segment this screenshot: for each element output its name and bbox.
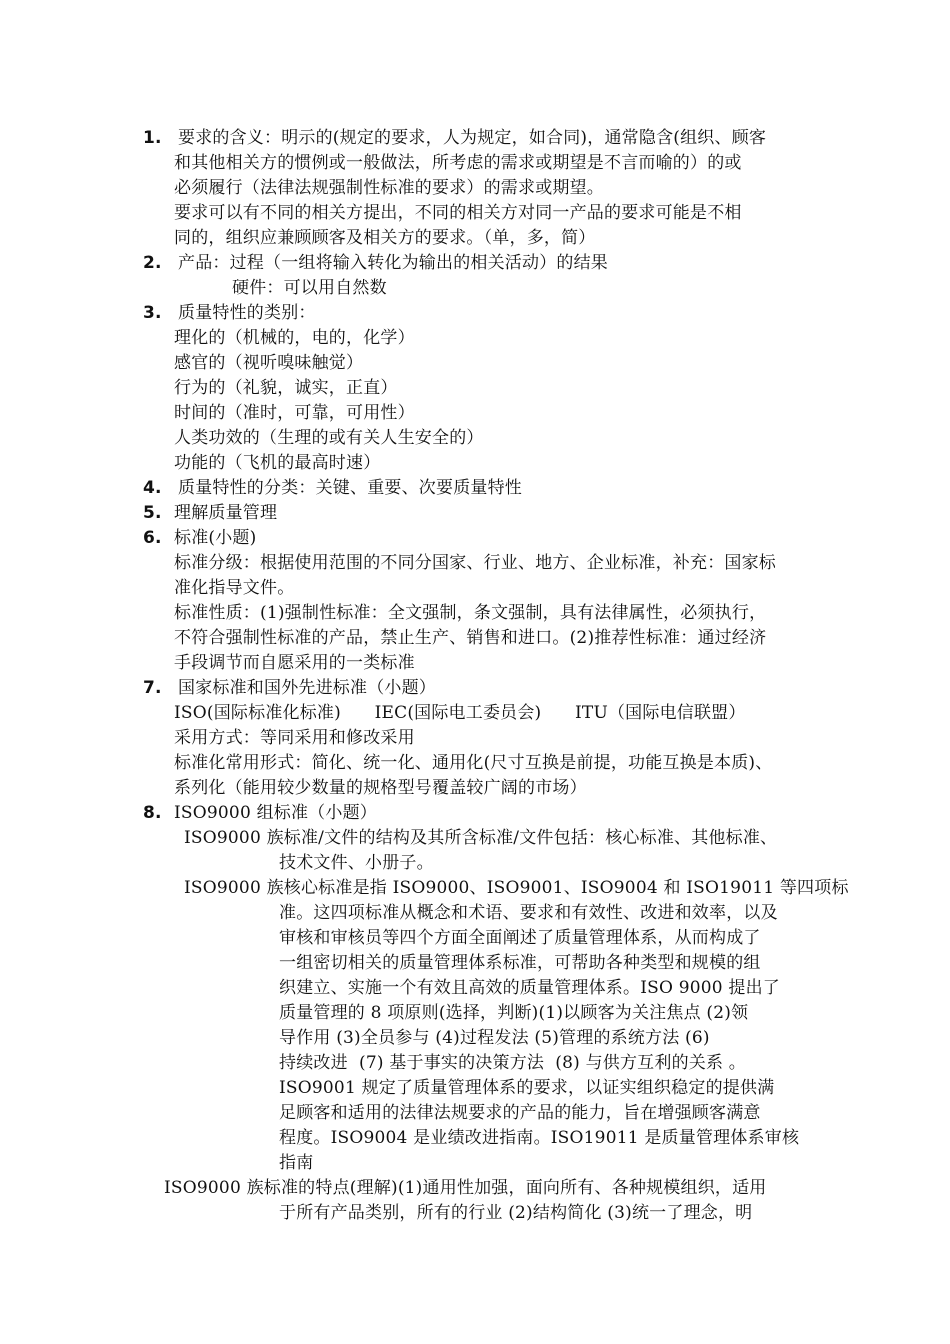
item-1-line-d: 要求可以有不同的相关方提出，不同的相关方对同一产品的要求可能是不相: [174, 203, 742, 223]
item-8-line-n: 程度。ISO9004 是业绩改进指南。ISO19011 是质量管理体系审核: [279, 1128, 800, 1148]
item-8-line-o: 指南: [279, 1153, 314, 1173]
item-number-7: 7.: [143, 678, 162, 698]
item-number-5: 5.: [143, 503, 162, 523]
item-6-line-d: 标准性质：(1)强制性标准：全文强制，条文强制，具有法律属性，必须执行，: [174, 603, 767, 623]
item-3-line-a: 质量特性的类别：: [178, 303, 316, 323]
item-number-8: 8.: [143, 803, 162, 823]
item-3-line-e: 时间的（准时，可靠，可用性）: [174, 403, 415, 423]
item-4-line-a: 质量特性的分类：关键、重要、次要质量特性: [178, 478, 522, 498]
iso9000-features-line-b: 于所有产品类别，所有的行业 (2)结构简化 (3)统一了理念，明: [279, 1203, 753, 1223]
item-8-line-f: 审核和审核员等四个方面全面阐述了质量管理体系，从而构成了: [279, 928, 761, 948]
item-7-line-d: 标准化常用形式：简化、统一化、通用化(尺寸互换是前提，功能互换是本质)、: [174, 753, 773, 773]
item-7-line-b: ISO(国际标准化标准) IEC(国际电工委员会) ITU（国际电信联盟）: [174, 703, 746, 723]
item-8-line-l: ISO9001 规定了质量管理体系的要求，以证实组织稳定的提供满: [279, 1078, 775, 1098]
item-8-line-i: 质量管理的 8 项原则(选择，判断)(1)以顾客为关注焦点 (2)领: [279, 1003, 749, 1023]
item-6-line-f: 手段调节而自愿采用的一类标准: [174, 653, 415, 673]
item-number-4: 4.: [143, 478, 162, 498]
item-number-1: 1.: [143, 128, 162, 148]
item-8-line-h: 织建立、实施一个有效且高效的质量管理体系。ISO 9000 提出了: [279, 978, 780, 998]
item-3-line-d: 行为的（礼貌，诚实，正直）: [174, 378, 398, 398]
item-3-line-g: 功能的（飞机的最高时速）: [174, 453, 381, 473]
item-8-line-j: 导作用 (3)全员参与 (4)过程发法 (5)管理的系统方法 (6): [279, 1028, 710, 1048]
iso9000-features-line-a: ISO9000 族标准的特点(理解)(1)通用性加强，面向所有、各种规模组织，适用: [164, 1178, 767, 1198]
item-number-2: 2.: [143, 253, 162, 273]
item-6-line-b: 标准分级：根据使用范围的不同分国家、行业、地方、企业标准，补充：国家标: [174, 553, 776, 573]
item-8-line-b: ISO9000 族标准/文件的结构及其所含标准/文件包括：核心标准、其他标准、: [184, 828, 778, 848]
item-8-line-m: 足顾客和适用的法律法规要求的产品的能力，旨在增强顾客满意: [279, 1103, 761, 1123]
item-number-6: 6.: [143, 528, 162, 548]
item-3-line-c: 感官的（视听嗅味触觉）: [174, 353, 364, 373]
item-1-line-e: 同的，组织应兼顾顾客及相关方的要求。（单，多，简）: [174, 228, 596, 248]
item-8-line-a: ISO9000 组标准（小题）: [174, 803, 377, 823]
item-7-line-a: 国家标准和国外先进标准（小题）: [178, 678, 436, 698]
item-2-line-b: 硬件：可以用自然数: [232, 278, 387, 298]
item-8-line-k: 持续改进 (7) 基于事实的决策方法 (8) 与供方互利的关系 。: [279, 1053, 746, 1073]
item-1-line-b: 和其他相关方的惯例或一般做法，所考虑的需求或期望是不言而喻的）的或: [174, 153, 742, 173]
item-6-line-c: 准化指导文件。: [174, 578, 295, 598]
item-number-3: 3.: [143, 303, 162, 323]
item-8-line-g: 一组密切相关的质量管理体系标准，可帮助各种类型和规模的组: [279, 953, 761, 973]
item-2-line-a: 产品：过程（一组将输入转化为输出的相关活动）的结果: [178, 253, 608, 273]
item-8-line-e: 准。这四项标准从概念和术语、要求和有效性、改进和效率，以及: [279, 903, 778, 923]
item-1-line-c: 必须履行（法律法规强制性标准的要求）的需求或期望。: [174, 178, 604, 198]
item-5-line-a: 理解质量管理: [174, 503, 278, 523]
item-8-line-c: 技术文件、小册子。: [279, 853, 434, 873]
item-3-line-b: 理化的（机械的，电的，化学）: [174, 328, 415, 348]
item-8-line-d: ISO9000 族核心标准是指 ISO9000、ISO9001、ISO9004 和 ISO19011 等四项标: [184, 878, 849, 898]
item-6-line-e: 不符合强制性标准的产品，禁止生产、销售和进口。(2)推荐性标准：通过经济: [174, 628, 767, 648]
item-7-line-e: 系列化（能用较少数量的规格型号覆盖较广阔的市场）: [174, 778, 587, 798]
item-3-line-f: 人类功效的（生理的或有关人生安全的）: [174, 428, 484, 448]
item-1-line-a: 要求的含义：明示的(规定的要求，人为规定，如合同)，通常隐含(组织、顾客: [178, 128, 767, 148]
item-6-line-a: 标准(小题): [174, 528, 257, 548]
item-7-line-c: 采用方式：等同采用和修改采用: [174, 728, 415, 748]
